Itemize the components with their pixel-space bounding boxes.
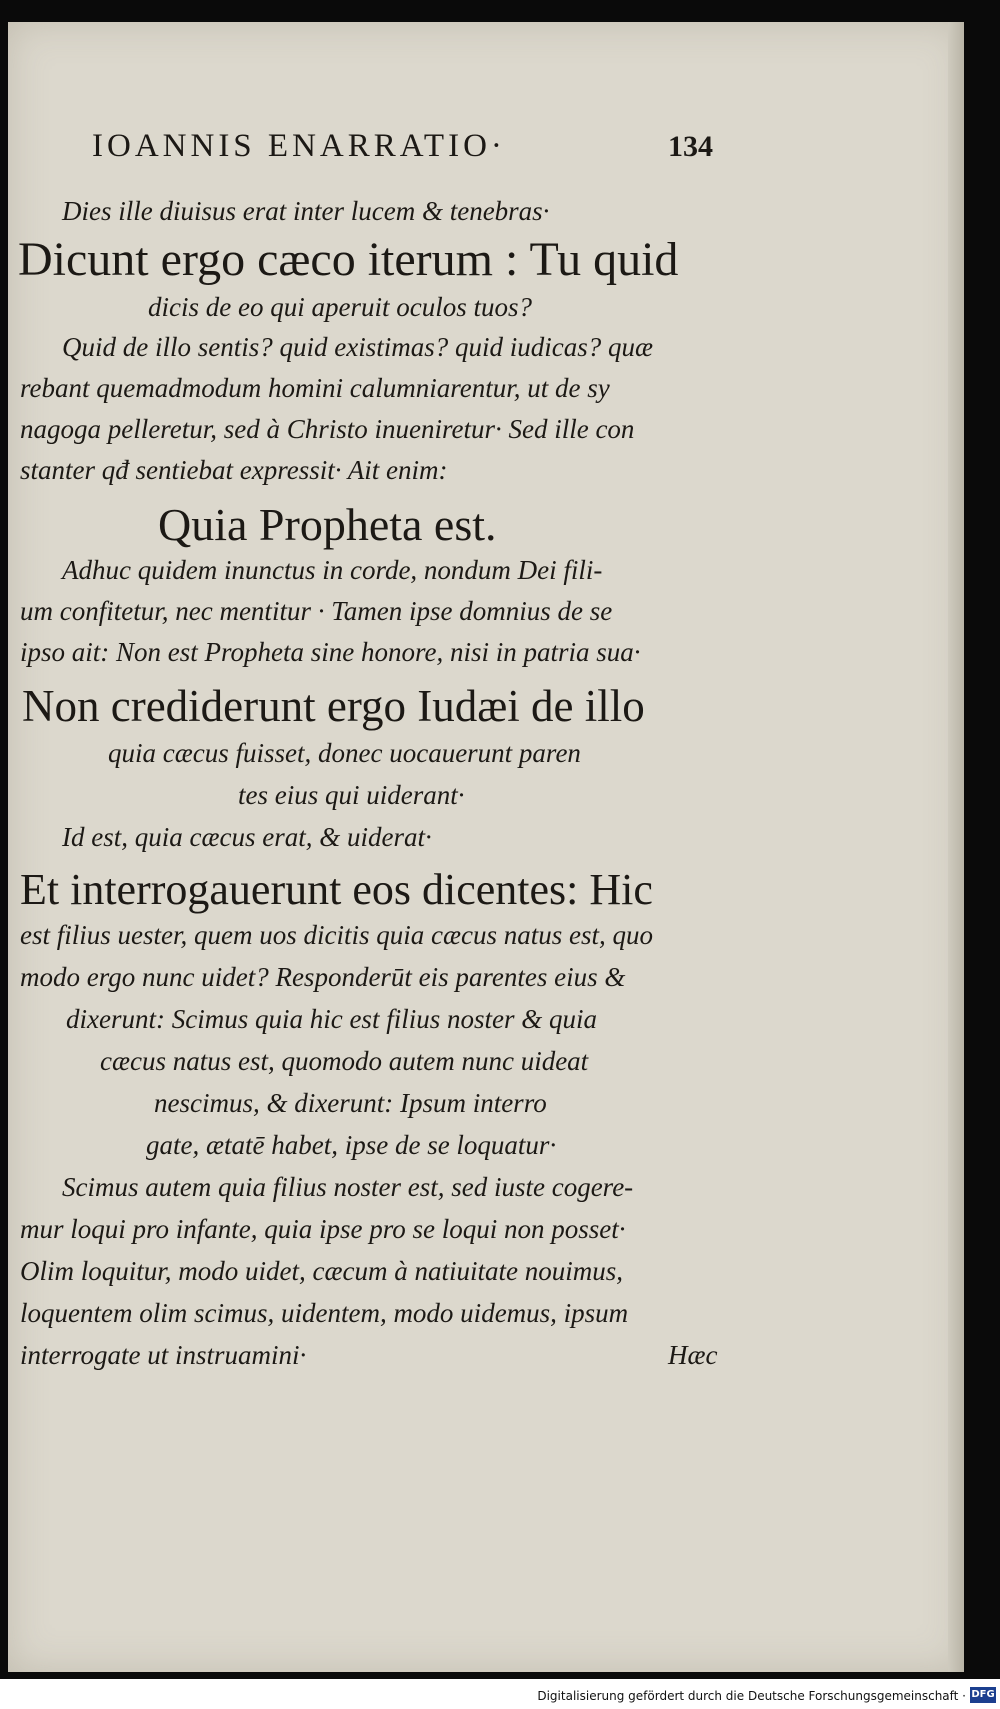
text-line: stanter qđ sentiebat expressit· Ait enim:	[20, 455, 448, 485]
footer-bar	[0, 1679, 1000, 1709]
heading-line: Dicunt ergo cæco iterum : Tu quid	[18, 233, 679, 286]
text-line: loquentem olim scimus, uidentem, modo uidemus, ipsum	[20, 1298, 629, 1328]
dfg-logo-icon: DFG	[970, 1687, 996, 1703]
text-line: um confitetur, nec mentitur · Tamen ipse domnius de se	[20, 596, 613, 626]
text-line: dicis de eo qui aperuit oculos tuos?	[148, 292, 532, 322]
heading-line: Non crediderunt ergo Iudæi de illo	[22, 681, 645, 731]
catchword: Hæc	[668, 1340, 718, 1370]
text-line: ipso ait: Non est Propheta sine honore, nisi in patria sua·	[20, 637, 641, 667]
page-edge	[948, 22, 964, 1672]
page-number: 134	[668, 130, 713, 163]
text-line: Adhuc quidem inunctus in corde, nondum Dei fili-	[62, 555, 603, 585]
text-line: Scimus autem quia filius noster est, sed iuste cogere-	[62, 1172, 634, 1202]
text-line: tes eius qui uiderant·	[238, 780, 465, 810]
text-line: modo ergo nunc uidet? Responderūt eis parentes eius &	[20, 962, 626, 992]
text-line: Id est, quia cæcus erat, & uiderat·	[62, 822, 432, 852]
text-line: nagoga pelleretur, sed à Christo inueniretur· Sed ille con	[20, 414, 635, 444]
text-line: mur loqui pro infante, quia ipse pro se loqui non posset·	[20, 1214, 626, 1244]
text-line: gate, ætatē habet, ipse de se loquatur·	[146, 1130, 557, 1160]
text-line: nescimus, & dixerunt: Ipsum interro	[154, 1088, 547, 1118]
text-line: cæcus natus est, quomodo autem nunc uideat	[100, 1046, 589, 1076]
text-line: est filius uester, quem uos dicitis quia cæcus natus est, quo	[20, 920, 653, 950]
text-line: Olim loquitur, modo uidet, cæcum à natiuitate nouimus,	[20, 1256, 623, 1286]
heading-line: Quia Propheta est.	[158, 499, 497, 550]
text-line: quia cæcus fuisset, donec uocauerunt paren	[108, 738, 581, 768]
running-title: IOANNIS ENARRATIO·	[92, 128, 506, 164]
heading-line: Et interrogauerunt eos dicentes: Hic	[20, 865, 653, 914]
text-line: Quid de illo sentis? quid existimas? quid iudicas? quæ	[62, 332, 653, 362]
text-line: Dies ille diuisus erat inter lucem & tenebras·	[62, 196, 550, 226]
text-line: rebant quemadmodum homini calumniarentur, ut de sy	[20, 373, 610, 403]
text-line: interrogate ut instruamini·	[20, 1340, 307, 1370]
footer-credit: Digitalisierung gefördert durch die Deutsche Forschungsgemeinschaft ·	[537, 1689, 966, 1703]
text-line: dixerunt: Scimus quia hic est filius noster & quia	[66, 1004, 597, 1034]
